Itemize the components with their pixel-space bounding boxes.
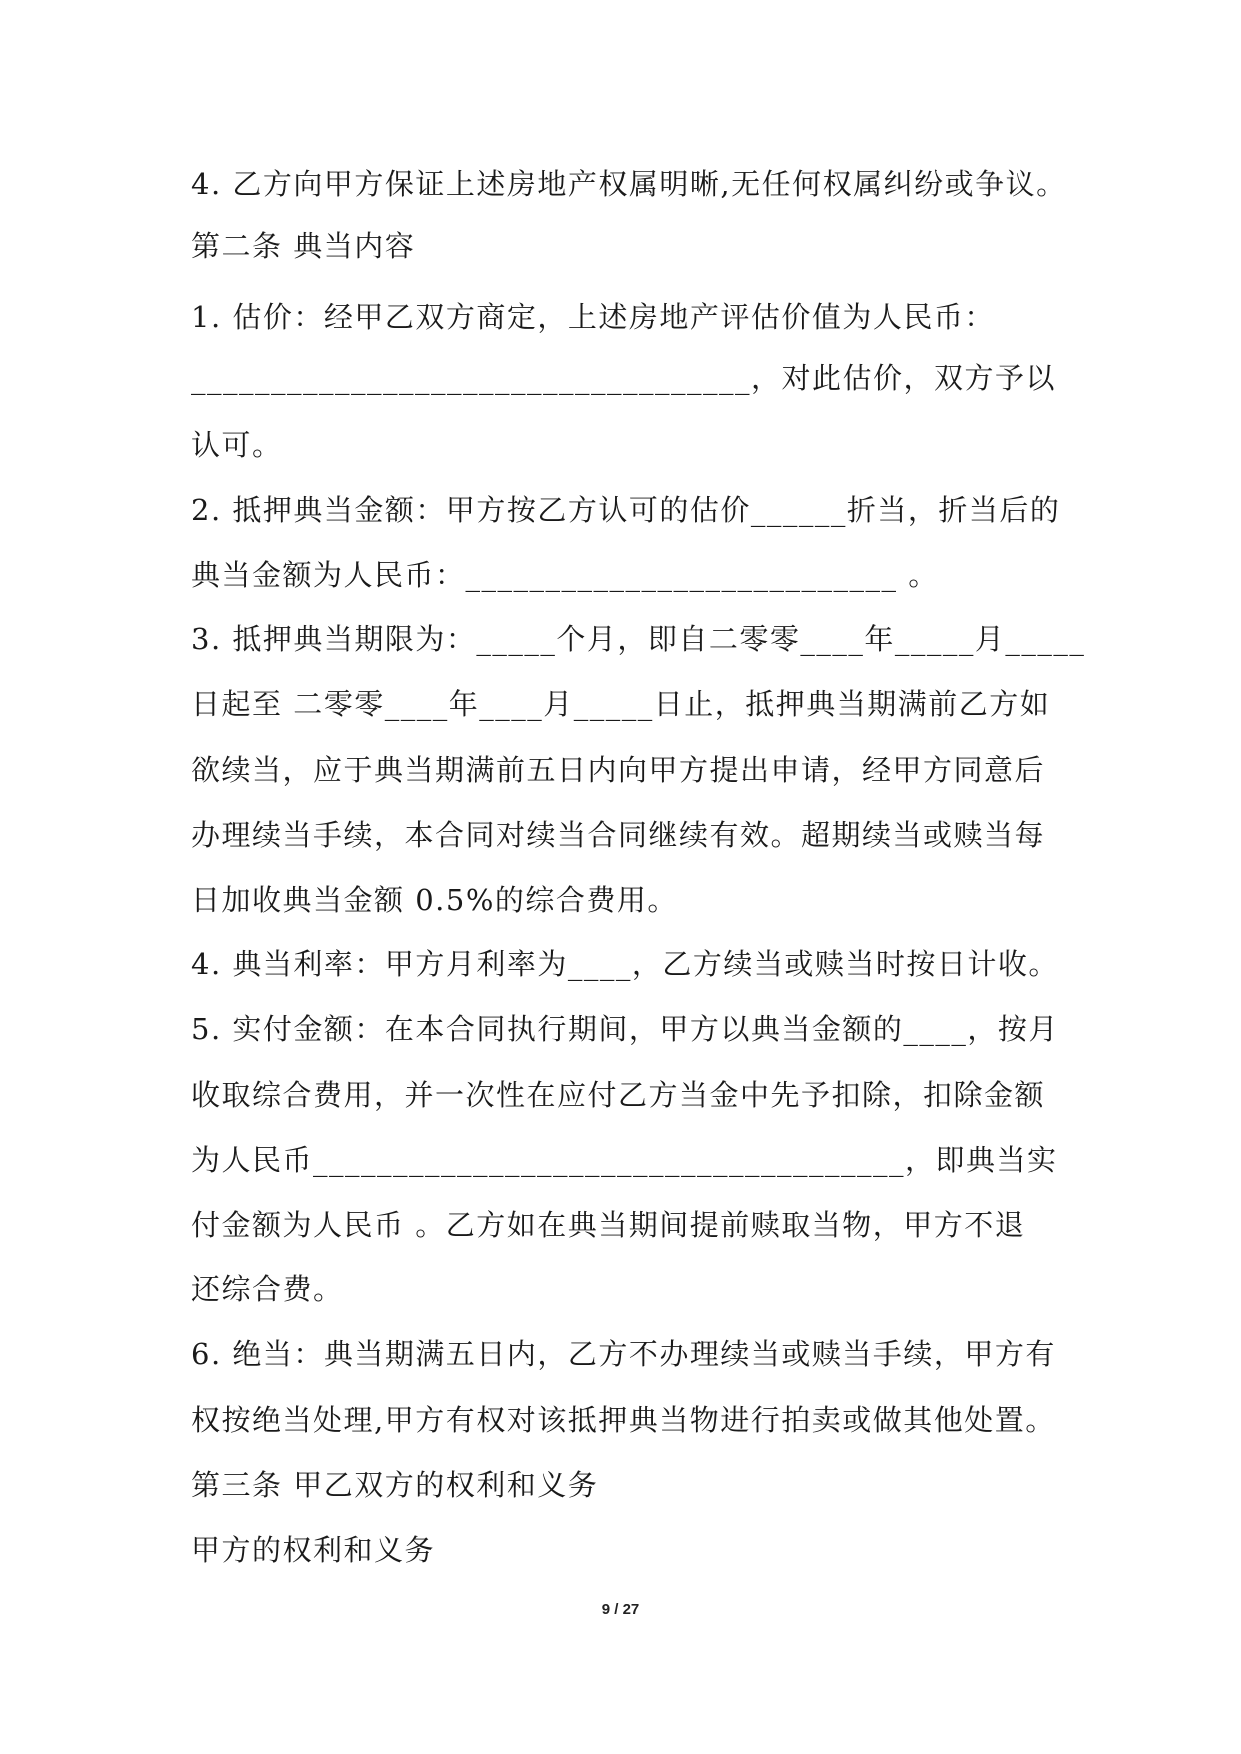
section-heading: 第二条 典当内容 xyxy=(191,229,416,263)
body-text-line: 4. 乙方向甲方保证上述房地产权属明晰,无任何权属纠纷或争议。 xyxy=(191,167,1067,201)
body-text-line: 4. 典当利率：甲方月利率为____，乙方续当或赎当时按日计收。 xyxy=(191,947,1059,981)
body-text-line: 典当金额为人民币：___________________________ 。 xyxy=(191,558,939,592)
body-text-line: 欲续当，应于典当期满前五日内向甲方提出申请，经甲方同意后 xyxy=(191,753,1046,787)
section-heading: 第三条 甲乙双方的权利和义务 xyxy=(191,1468,599,1502)
body-text-line: 2. 抵押典当金额：甲方按乙方认可的估价______折当，折当后的 xyxy=(191,493,1061,527)
body-text-line: 3. 抵押典当期限为：_____个月，即自二零零____年_____月_____ xyxy=(191,622,1086,656)
subsection-heading: 甲方的权利和义务 xyxy=(191,1533,436,1567)
body-text-line: 认可。 xyxy=(191,428,283,462)
body-text-line: 日起至 二零零____年____月_____日止，抵押典当期满前乙方如 xyxy=(191,687,1051,721)
body-text-line: 权按绝当处理,甲方有权对该抵押典当物进行拍卖或做其他处置。 xyxy=(191,1403,1056,1437)
body-text-line: 为人民币_____________________________________，即典当实 xyxy=(191,1143,1058,1177)
body-text-line: 5. 实付金额：在本合同执行期间，甲方以典当金额的____，按月 xyxy=(191,1012,1059,1046)
body-text-line: 6. 绝当：典当期满五日内，乙方不办理续当或赎当手续，甲方有 xyxy=(191,1337,1056,1371)
body-text-line: 日加收典当金额 0.5%的综合费用。 xyxy=(191,883,678,917)
body-text-line: 付金额为人民币 。乙方如在典当期间提前赎取当物，甲方不退 xyxy=(191,1208,1026,1242)
body-text-line: 收取综合费用，并一次性在应付乙方当金中先予扣除，扣除金额 xyxy=(191,1078,1046,1112)
body-text-line: 办理续当手续，本合同对续当合同继续有效。超期续当或赎当每 xyxy=(191,818,1046,852)
body-text-line: 1. 估价：经甲乙双方商定，上述房地产评估价值为人民币： xyxy=(191,300,995,334)
page-number: 9 / 27 xyxy=(601,1601,640,1618)
body-text-line: 还综合费。 xyxy=(191,1272,344,1306)
body-text-line: ___________________________________，对此估价，双方予以 xyxy=(191,361,1057,395)
